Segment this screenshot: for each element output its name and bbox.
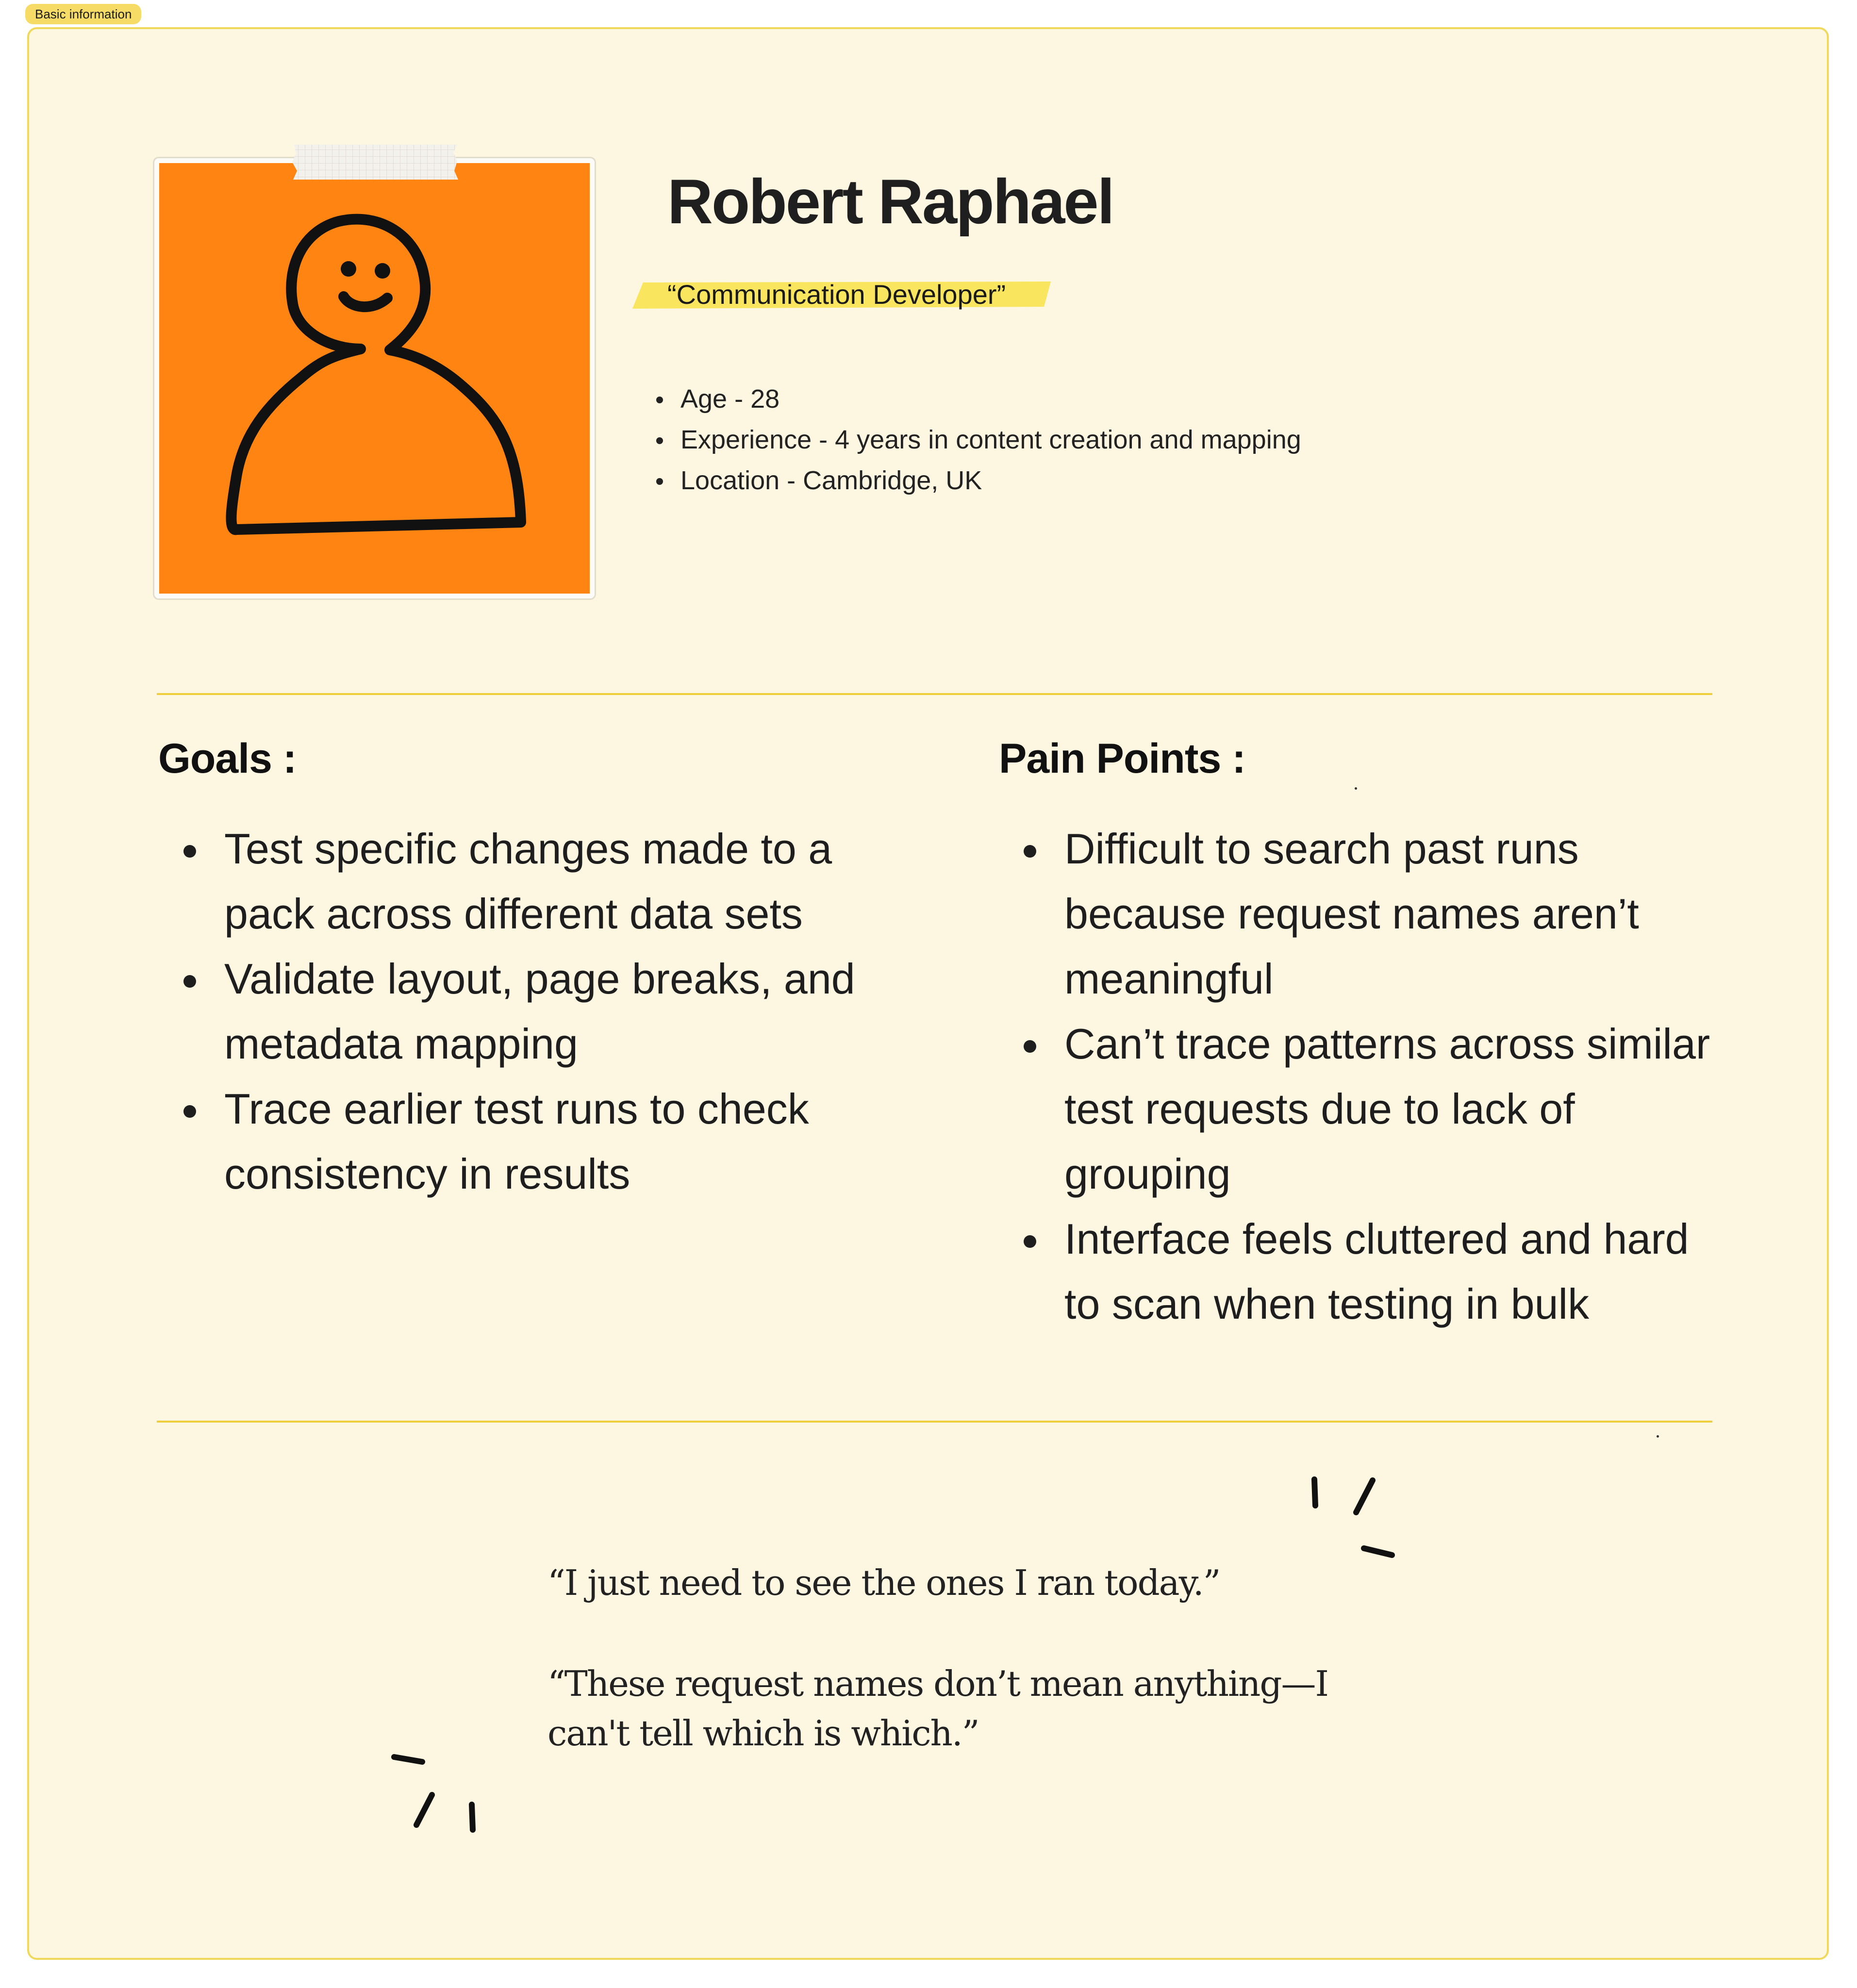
pain-points-list — [1064, 816, 1734, 1337]
fact-age: Age - 28 — [680, 379, 1301, 419]
pain-point-item: Interface feels cluttered and hard to scan when testing in bulk — [1064, 1207, 1734, 1337]
sparkle-burst-icon — [383, 1742, 490, 1839]
persona-facts-list — [680, 379, 1301, 501]
avatar-photo — [153, 157, 596, 600]
pain-points-title: Pain Points : — [999, 735, 1245, 782]
goals-title: Goals : — [158, 735, 297, 782]
divider-top — [157, 693, 1712, 695]
goals-list — [224, 816, 904, 1207]
divider-bottom — [157, 1421, 1712, 1423]
avatar-background — [159, 163, 590, 594]
goal-item: Test specific changes made to a pack across different data sets — [224, 816, 904, 946]
pain-point-item: Difficult to search past runs because request names aren’t meaningful — [1064, 816, 1734, 1011]
quote-1: “I just need to see the ones I ran today.” — [547, 1562, 1220, 1603]
persona-name: Robert Raphael — [667, 166, 1113, 237]
goal-item: Validate layout, page breaks, and metadata mapping — [224, 946, 904, 1077]
tape-strip — [291, 143, 460, 182]
goal-item: Trace earlier test runs to check consistency in results — [224, 1077, 904, 1207]
fact-experience: Experience - 4 years in content creation and mapping — [680, 419, 1301, 460]
persona-role: “Communication Developer” — [667, 279, 1006, 310]
quote-2: “These request names don’t mean anything—I can't tell which is which.” — [547, 1663, 1328, 1754]
section-tag: Basic information — [25, 4, 141, 24]
stray-dot — [1657, 1435, 1659, 1438]
stray-dot — [1355, 787, 1357, 790]
pain-point-item: Can’t trace patterns across similar test requests due to lack of grouping — [1064, 1011, 1734, 1207]
person-doodle-icon — [159, 163, 590, 594]
fact-location: Location - Cambridge, UK — [680, 460, 1301, 501]
sparkle-burst-icon — [1301, 1471, 1408, 1568]
